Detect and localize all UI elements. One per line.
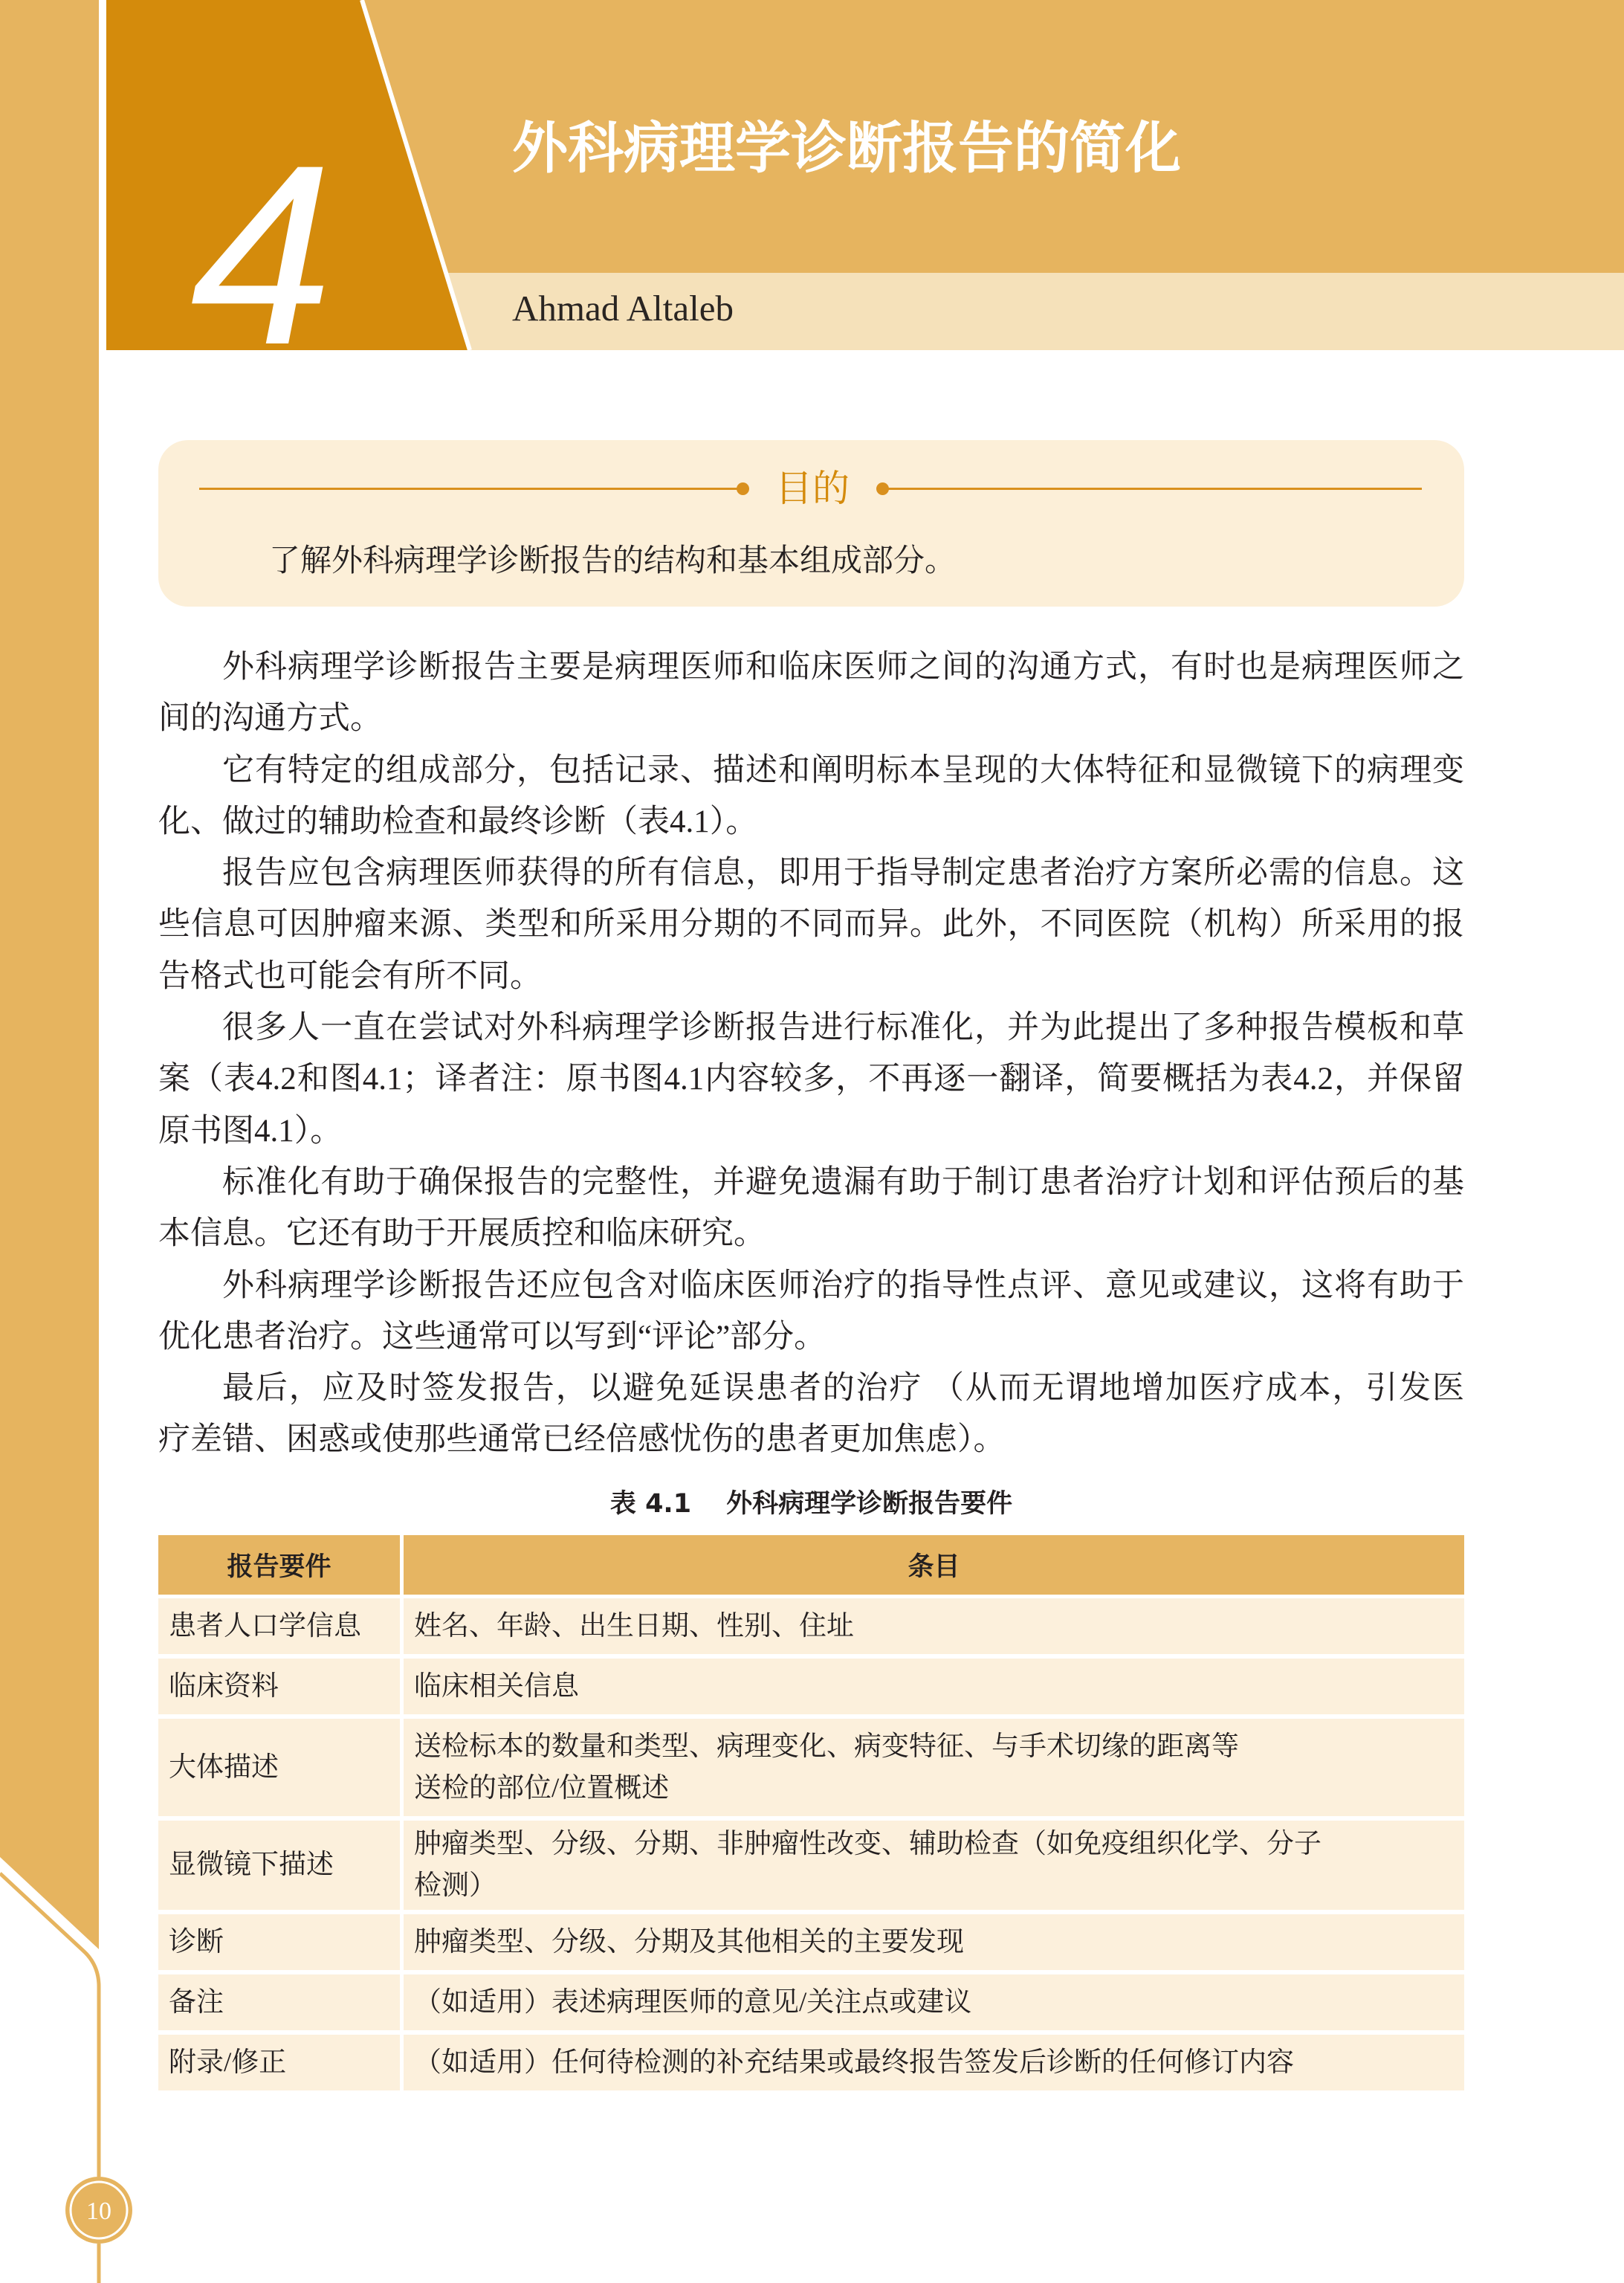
table-cell-line: （如适用）任何待检测的补充结果或最终报告签发后诊断的任何修订内容 <box>414 2047 1294 2078</box>
paragraph-3-line-1: 报告应包含病理医师获得的所有信息，即用于指导制定患者治疗方案所必需的信息。这 <box>222 856 1464 891</box>
chapter-number: 4 <box>190 112 333 398</box>
paragraph-3-line-2: 些信息可因肿瘤来源、类型和所采用分期的不同而异。此外，不同医院（机构）所采用的报 <box>158 907 1464 943</box>
table-header-items: 条目 <box>404 1535 1464 1595</box>
paragraph-5-line-2: 本信息。它还有助于开展质控和临床研究。 <box>158 1216 766 1252</box>
table-cell-element: 备注 <box>158 1974 400 2030</box>
paragraph-2-line-1: 它有特定的组成部分，包括记录、描述和阐明标本呈现的大体特征和显微镜下的病理变 <box>222 752 1464 788</box>
body-text <box>158 642 1464 1466</box>
table-caption <box>158 1479 1464 1524</box>
paragraph-7-line-1: 最后，应及时签发报告，以避免延误患者的治疗 （从而无谓地增加医疗成本，引发医 <box>222 1371 1464 1407</box>
table-cell-items <box>404 1659 1464 1714</box>
table-cell-line: 送检的部位/位置概述 <box>414 1772 670 1804</box>
table-cell-line: 肿瘤类型、分级、分期、非肿瘤性改变、辅助检查（如免疫组织化学、分子 <box>414 1829 1321 1859</box>
table-header-row <box>158 1535 1464 1595</box>
paragraph-3-line-3: 告格式也可能会有所不同。 <box>158 958 542 994</box>
paragraph-4-line-3: 原书图4.1）。 <box>158 1113 343 1149</box>
table-row <box>158 1659 1464 1714</box>
paragraph-2-line-2: 化、做过的辅助检查和最终诊断（表4.1）。 <box>158 804 758 839</box>
table-cell-element: 附录/修正 <box>158 2035 400 2090</box>
objective-text: 了解外科病理学诊断报告的结构和基本组成部分。 <box>269 544 957 578</box>
paragraph-7-line-2: 疗差错、困惑或使那些通常已经倍感忧伤的患者更加焦虑）。 <box>158 1422 1006 1458</box>
table-cell-element: 大体描述 <box>158 1719 400 1816</box>
chapter-author: Ahmad Altaleb <box>512 288 734 329</box>
table-cell-line: 临床相关信息 <box>414 1670 579 1702</box>
paragraph-6-line-1: 外科病理学诊断报告还应包含对临床医师治疗的指导性点评、意见或建议，这将有助于 <box>222 1268 1464 1303</box>
paragraph-4-line-1: 很多人一直在尝试对外科病理学诊断报告进行标准化，并为此提出了多种报告模板和草 <box>222 1010 1464 1046</box>
table-cell-element: 患者人口学信息 <box>158 1598 400 1654</box>
objective-heading: 目的 <box>775 467 850 510</box>
table-cell-items <box>404 1974 1464 2030</box>
table-cell-items <box>404 2035 1464 2090</box>
objective-dot-right <box>876 482 889 495</box>
objective-rule-right <box>888 488 1422 490</box>
paragraph-1-line-1: 外科病理学诊断报告主要是病理医师和临床医师之间的沟通方式，有时也是病理医师之 <box>222 650 1464 685</box>
table-cell-items <box>404 1821 1464 1910</box>
table-header-element: 报告要件 <box>158 1535 400 1595</box>
table-row <box>158 2035 1464 2090</box>
report-elements-table <box>158 1535 1464 2090</box>
table-row <box>158 1598 1464 1654</box>
paragraph-1-line-2: 间的沟通方式。 <box>158 701 382 737</box>
table-cell-element: 诊断 <box>158 1914 400 1970</box>
table-cell-line: 检测） <box>414 1870 496 1901</box>
table-caption-label: 表 4.1 <box>609 1489 692 1519</box>
table-cell-element: 显微镜下描述 <box>158 1821 400 1910</box>
table-cell-line: 姓名、年龄、出生日期、性别、住址 <box>414 1610 854 1641</box>
table-cell-items <box>404 1598 1464 1654</box>
objective-rule-left <box>199 488 739 490</box>
table-cell-element: 临床资料 <box>158 1659 400 1714</box>
table-caption-title: 外科病理学诊断报告要件 <box>726 1489 1013 1519</box>
table-row <box>158 1719 1464 1816</box>
table-cell-items <box>404 1914 1464 1970</box>
objective-box <box>158 440 1464 607</box>
chapter-title: 外科病理学诊断报告的简化 <box>512 115 1182 181</box>
table-row <box>158 1914 1464 1970</box>
paragraph-4-line-2: 案（表4.2和图4.1；译者注：原书图4.1内容较多，不再逐一翻译，简要概括为表4.2，并保留 <box>158 1062 1464 1097</box>
table-cell-line: 送检标本的数量和类型、病理变化、病变特征、与手术切缘的距离等 <box>414 1731 1239 1762</box>
page-number: 10 <box>86 2198 111 2225</box>
table-row <box>158 1821 1464 1910</box>
paragraph-6-line-2: 优化患者治疗。这些通常可以写到“评论”部分。 <box>158 1319 826 1354</box>
table-cell-line: 肿瘤类型、分级、分期及其他相关的主要发现 <box>414 1926 964 1957</box>
table-row <box>158 1974 1464 2030</box>
paragraph-5-line-1: 标准化有助于确保报告的完整性，并避免遗漏有助于制订患者治疗计划和评估预后的基 <box>222 1164 1464 1200</box>
table-cell-items <box>404 1719 1464 1816</box>
table-cell-line: （如适用）表述病理医师的意见/关注点或建议 <box>414 1986 972 2018</box>
